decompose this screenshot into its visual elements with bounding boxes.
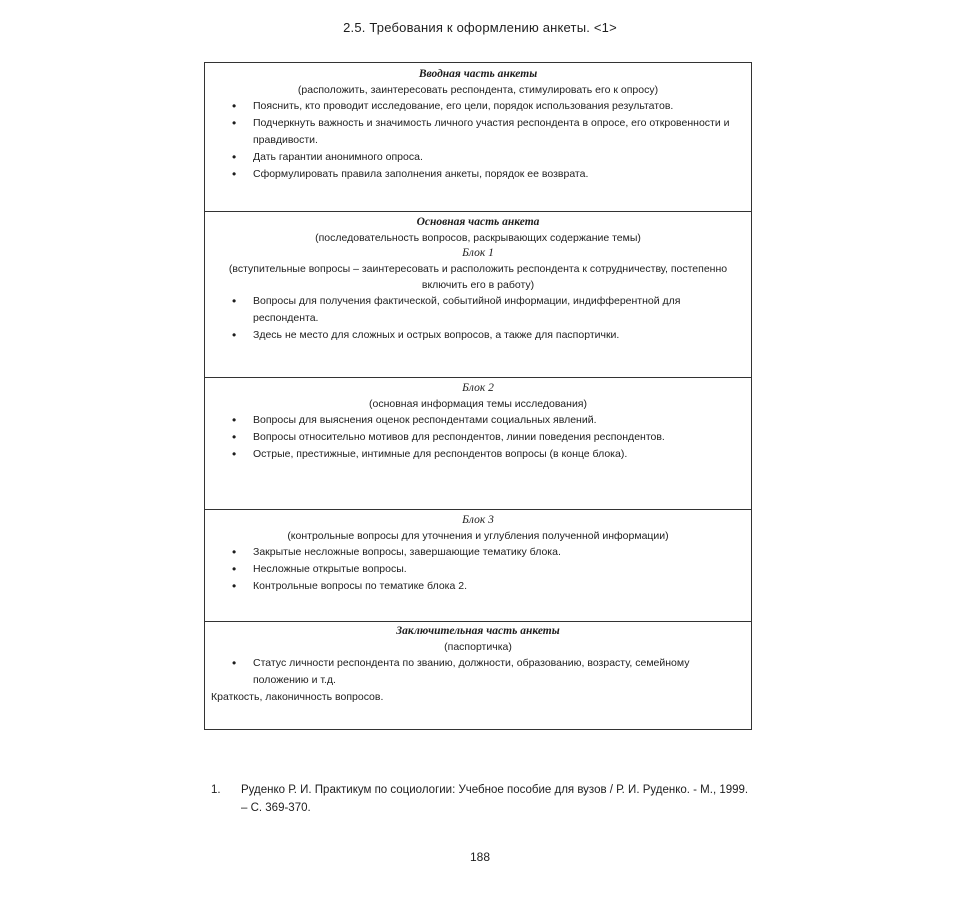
block2-subtitle: (основная информация темы исследования) [369,398,587,410]
intro-subtitle: (расположить, заинтересовать респондента, стимулировать его к опросу) [297,84,659,96]
block3-list [205,544,751,595]
block1-subtitle: (вступительные вопросы – заинтересовать и расположить респондента к сотрудничеству, постепенно включить его в работу) [228,263,728,291]
block3-heading: Блок 3 [462,514,494,526]
list-item: • Сформулировать правила заполнения анкеты, порядок ее возврата. [253,166,751,183]
divider [205,211,751,212]
block1-heading: Блок 1 [462,247,494,259]
section-title: 2.5. Требования к оформлению анкеты. <1> [343,20,617,35]
list-item: • Вопросы относительно мотивов для респондентов, линии поведения респондентов. [253,429,751,446]
intro-section [205,67,751,183]
list-item: • Вопросы для выяснения оценок респондентами социальных явлений. [253,412,751,429]
footnote [211,781,751,817]
intro-heading: Вводная часть анкеты [418,68,538,80]
list-item: • Подчеркнуть важность и значимость личного участия респондента в опросе, его откровенности и правдивости. [253,115,751,149]
final-section [205,624,751,705]
requirements-table [204,62,752,730]
main-section [205,215,751,344]
list-item: • Статус личности респондента по званию, должности, образованию, возрасту, семейному положению и т.д. [253,655,751,689]
divider [205,377,751,378]
block2-section [205,381,751,463]
block3-section [205,513,751,595]
list-item: • Несложные открытые вопросы. [253,561,751,578]
block2-heading: Блок 2 [462,382,494,394]
final-subtitle: (паспортичка) [444,641,512,653]
divider [205,621,751,622]
list-item: • Контрольные вопросы по тематике блока 2. [253,578,751,595]
final-note: Краткость, лаконичность вопросов. [211,691,384,703]
list-item: • Здесь не место для сложных и острых вопросов, а также для паспортички. [253,327,751,344]
list-item: • Пояснить, кто проводит исследование, его цели, порядок использования результатов. [253,98,751,115]
footnote-text: Руденко Р. И. Практикум по социологии: Учебное пособие для вузов / Р. И. Руденко. - М., 1999. – С. 369-370. [241,784,749,814]
main-subtitle: (последовательность вопросов, раскрывающих содержание темы) [315,232,641,244]
list-item: • Закрытые несложные вопросы, завершающие тематику блока. [253,544,751,561]
final-list [205,655,751,689]
block1-list [205,293,751,344]
divider [205,509,751,510]
block3-subtitle: (контрольные вопросы для уточнения и углубления полученной информации) [287,530,669,542]
footnote-number: 1. [211,784,221,796]
main-heading: Основная часть анкета [416,216,540,228]
list-item: • Острые, престижные, интимные для респондентов вопросы (в конце блока). [253,446,751,463]
list-item: • Дать гарантии анонимного опроса. [253,149,751,166]
page-number: 188 [469,850,491,864]
block2-list [205,412,751,463]
list-item: • Вопросы для получения фактической, событийной информации, индифферентной для респондента. [253,293,751,327]
intro-list [205,98,751,183]
final-heading: Заключительная часть анкеты [396,625,560,637]
